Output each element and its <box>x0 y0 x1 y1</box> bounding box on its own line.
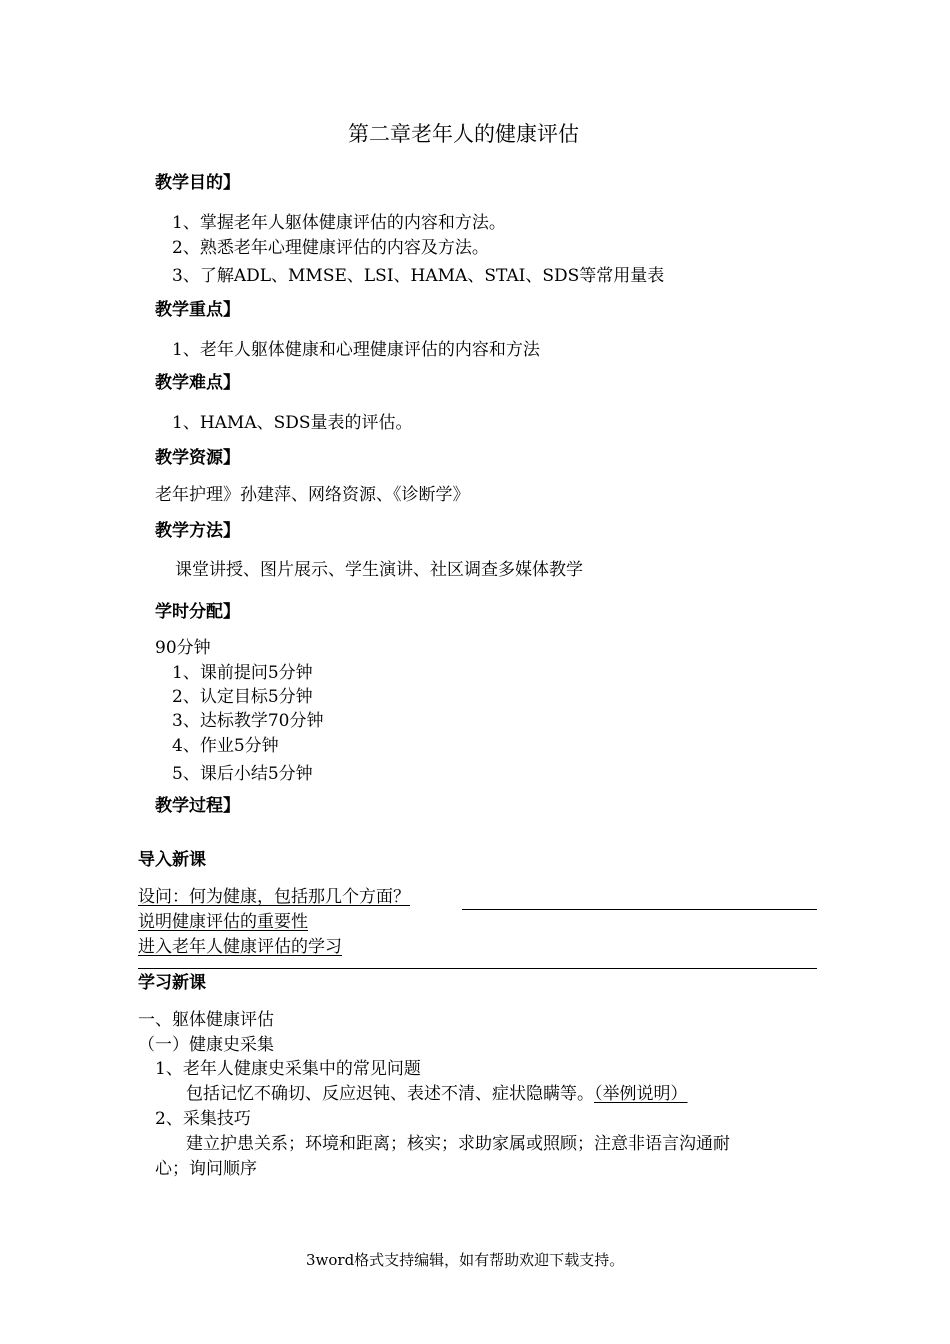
objective-item: 3、了解ADL、MMSE、LSI、HAMA、STAI、SDS等常用量表 <box>172 266 665 286</box>
methods-heading: 教学方法】 <box>155 521 240 541</box>
rule <box>138 968 817 969</box>
objective-item: 2、熟悉老年心理健康评估的内容及方法。 <box>172 238 489 258</box>
time-heading: 学时分配】 <box>155 602 240 622</box>
intro-heading: 导入新课 <box>138 850 206 870</box>
intro-line: 设问：何为健康，包括那几个方面？ <box>138 887 410 907</box>
page-title: 第二章老年人的健康评估 <box>348 122 579 146</box>
numbered-item: 2、采集技巧 <box>155 1109 251 1129</box>
intro-line: 说明健康评估的重要性 <box>138 912 308 932</box>
methods-text: 课堂讲授、图片展示、学生演讲、社区调查多媒体教学 <box>175 560 583 580</box>
time-item: 4、作业5分钟 <box>172 736 279 756</box>
rule <box>462 909 817 910</box>
objective-item: 1、掌握老年人躯体健康评估的内容和方法。 <box>172 213 506 233</box>
resources-text: 老年护理》孙建萍、网络资源、《诊断学》 <box>155 485 470 505</box>
time-item: 1、课前提问5分钟 <box>172 663 313 683</box>
intro-line: 进入老年人健康评估的学习 <box>138 937 342 957</box>
item-text-body: 包括记忆不确切、反应迟钝、表述不清、症状隐瞒等。 <box>186 1084 594 1104</box>
part-heading: 一、躯体健康评估 <box>138 1010 274 1030</box>
time-total: 90分钟 <box>155 638 211 658</box>
new-lesson-heading: 学习新课 <box>138 973 206 993</box>
resources-heading: 教学资源】 <box>155 448 240 468</box>
item-text <box>186 1083 688 1105</box>
sub-heading: （一）健康史采集 <box>138 1035 274 1055</box>
example-note: （举例说明） <box>594 1084 688 1104</box>
process-heading: 教学过程】 <box>155 796 240 816</box>
objectives-heading: 教学目的】 <box>155 173 240 193</box>
key-points-heading: 教学重点】 <box>155 300 240 320</box>
item-text: 建立护患关系；环境和距离；核实；求助家属或照顾；注意非语言沟通耐 <box>186 1134 730 1154</box>
footer-note: 3word格式支持编辑，如有帮助欢迎下载支持。 <box>306 1251 625 1269</box>
time-item: 2、认定目标5分钟 <box>172 687 313 707</box>
difficulty-item: 1、HAMA、SDS量表的评估。 <box>172 413 413 433</box>
item-text-continued: 心；询问顺序 <box>155 1159 257 1179</box>
numbered-item: 1、老年人健康史采集中的常见问题 <box>155 1059 421 1079</box>
time-item: 3、达标教学70分钟 <box>172 711 324 731</box>
time-item: 5、课后小结5分钟 <box>172 764 313 784</box>
key-point-item: 1、老年人躯体健康和心理健康评估的内容和方法 <box>172 340 540 360</box>
difficulties-heading: 教学难点】 <box>155 373 240 393</box>
